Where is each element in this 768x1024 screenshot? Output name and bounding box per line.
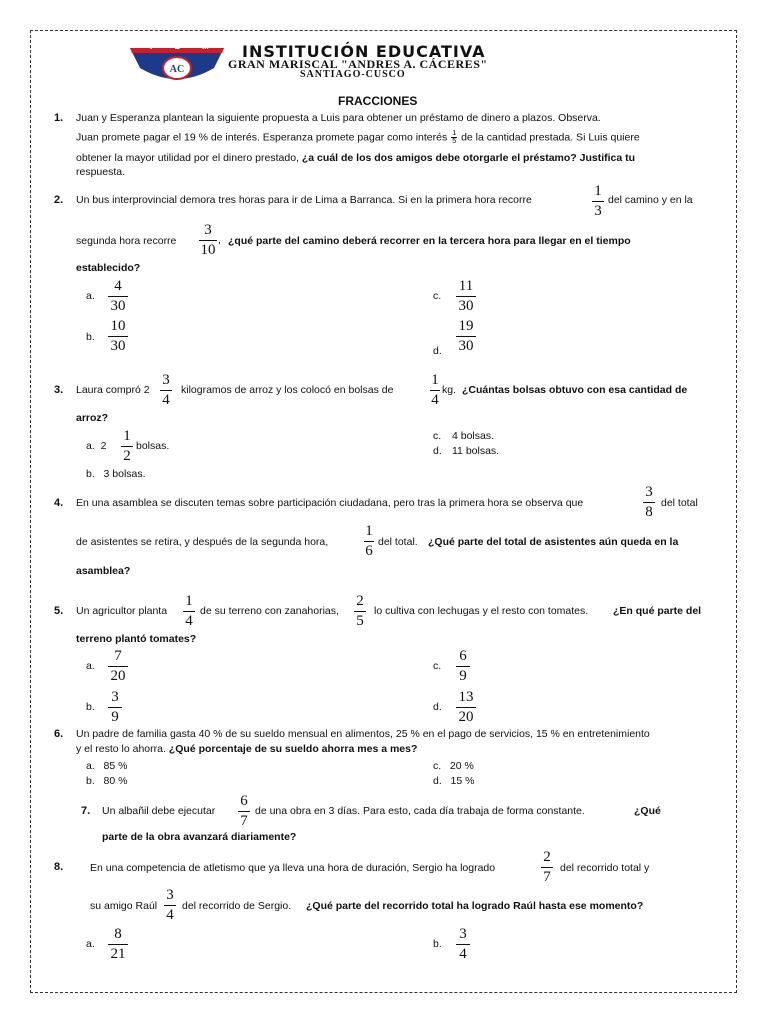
q3-line1b: kilogramos de arroz y los colocó en bolsas de [181, 384, 394, 396]
q2-fraction-2: 3 10 [200, 222, 216, 258]
q6-number: 6. [54, 728, 64, 740]
q5-option-b: 3 9 [108, 689, 122, 726]
q3-option-a-text: bolsas. [136, 440, 170, 452]
q3-option-c-label: c. [433, 430, 442, 442]
q8-line2c: ¿Qué parte del recorrido total ha logrado Raúl hasta ese momento? [306, 900, 644, 912]
q8-option-a: 8 21 [108, 926, 128, 963]
q7-line1b: de una obra en 3 días. Para esto, cada día trabaja de forma constante. [255, 805, 585, 817]
q2-line2c: ¿qué parte del camino deberá recorrer en la tercera hora para llegar en el tiempo [228, 235, 631, 247]
q5-number: 5. [54, 605, 64, 617]
q7-number: 7. [81, 805, 91, 817]
q4-fraction-2: 1 6 [365, 523, 373, 559]
q2-option-a-label: a. [86, 290, 95, 302]
q7-line1c: ¿Qué [634, 805, 661, 817]
q3-option-d: 11 bolsas. [452, 445, 500, 457]
q2-option-a: 4 30 [108, 278, 128, 315]
q1-fraction: $\frac{1}{5}$ [452, 130, 457, 145]
q6-line2: y el resto lo ahorra. ¿Qué porcentaje de su sueldo ahorra mes a mes? [76, 743, 418, 755]
q8-option-a-label: a. [86, 938, 95, 950]
q4-line2a: de asistentes se retira, y después de la segunda hora, [76, 536, 329, 548]
q1-line3: obtener la mayor utilidad por el dinero prestado, ¿a cuál de los dos amigos debe otorgarle el préstamo? Justifica tu [76, 152, 636, 164]
q2-option-d-label: d. [433, 345, 442, 357]
q4-number: 4. [54, 497, 64, 509]
q1-number: 1. [54, 112, 64, 124]
q5-fraction-1: 1 4 [183, 593, 195, 630]
q1-line1: Juan y Esperanza plantean la siguiente propuesta a Luis para obtener un préstamo de dinero a plazos. Observa. [76, 112, 601, 124]
q7-line2: parte de la obra avanzará diariamente? [102, 831, 297, 843]
q2-option-b: 10 30 [108, 318, 128, 355]
q6-option-d: d. 15 % [433, 775, 475, 787]
svg-text:AC: AC [169, 64, 185, 75]
q8-number: 8. [54, 861, 64, 873]
q2-option-b-label: b. [86, 331, 95, 343]
q2-fraction-1: 1 3 [592, 183, 604, 220]
q3-option-b: b. 3 bolsas. [86, 468, 146, 480]
q2-line2b: , [218, 234, 221, 246]
q5-option-c: 6 9 [456, 648, 470, 685]
q5-option-c-label: c. [433, 660, 442, 672]
q6-option-c: c. 20 % [433, 760, 474, 772]
q3-line2: arroz? [76, 412, 109, 424]
q4-line1a: En una asamblea se discuten temas sobre participación ciudadana, pero tras la primera hora se observa que [76, 497, 584, 509]
q5-option-d-label: d. [433, 701, 442, 713]
q2-line1b: del camino y en la [608, 194, 693, 206]
q4-line2b: del total. [378, 536, 418, 548]
q3-line1a: Laura compró 2 [76, 384, 150, 396]
q4-line2c: ¿Qué parte del total de asistentes aún queda en la [428, 536, 679, 548]
q2-option-c: 11 30 [456, 278, 476, 315]
q5-line1d: ¿En qué parte del [613, 605, 702, 617]
school-name: GRAN MARISCAL "ANDRES A. CÁCERES" [228, 57, 488, 71]
q4-line3: asamblea? [76, 565, 131, 577]
q5-option-b-label: b. [86, 701, 95, 713]
q2-option-d: 19 30 [456, 318, 476, 355]
q8-line1a: En una competencia de atletismo que ya lleva una hora de duración, Sergio ha logrado [90, 862, 496, 874]
q1-line4: respuesta. [76, 166, 126, 178]
q5-line1b: de su terreno con zanahorias, [200, 605, 339, 617]
q5-option-a-label: a. [86, 660, 95, 672]
q5-option-a: 7 20 [108, 648, 128, 685]
q7-fraction: 6 7 [238, 793, 250, 830]
q8-option-b-label: b. [433, 938, 442, 950]
q2-line3: establecido? [76, 262, 141, 274]
q3-line1c: kg. [442, 384, 457, 396]
q3-option-a: a. 2 [86, 440, 107, 452]
q3-option-a-fraction: 1 2 [121, 428, 133, 465]
q5-option-d: 13 20 [456, 689, 476, 726]
institution-name: INSTITUCIÓN EDUCATIVA [242, 42, 486, 61]
q5-line1c: lo cultiva con lechugas y el resto con tomates. [374, 605, 589, 617]
q5-line1a: Un agricultor planta [76, 605, 168, 617]
school-logo [128, 44, 226, 86]
q2-number: 2. [54, 194, 64, 206]
q4-line1b: del total [661, 497, 698, 509]
q5-line2: terreno plantó tomates? [76, 633, 197, 645]
q3-line1d: ¿Cuántas bolsas obtuvo con esa cantidad de [462, 384, 688, 396]
q6-option-a: a. 85 % [86, 760, 128, 772]
q6-option-b: b. 80 % [86, 775, 128, 787]
q2-option-c-label: c. [433, 290, 442, 302]
q3-fraction-2: 1 4 [431, 372, 439, 408]
q8-fraction-1: 2 7 [541, 849, 553, 886]
q4-fraction-1: 3 8 [643, 484, 655, 521]
page-title: FRACCIONES [338, 94, 418, 108]
page-border [30, 30, 737, 993]
school-city: SANTIAGO-CUSCO [300, 69, 406, 80]
q8-fraction-2: 3 4 [164, 887, 176, 924]
q5-fraction-2: 2 5 [354, 593, 366, 630]
q8-line1b: del recorrido total y [560, 862, 650, 874]
q8-line2a: su amigo Raúl [90, 900, 158, 912]
q6-line1: Un padre de familia gasta 40 % de su sueldo mensual en alimentos, 25 % en el pago de servicios, 15 % en entretenimiento [76, 728, 650, 740]
q2-line2a: segunda hora recorre [76, 235, 177, 247]
q8-option-b: 3 4 [456, 926, 470, 963]
q1-line2: Juan promete pagar el 19 % de interés. Esperanza promete pagar como interés $\frac{1}{5}$ de la cantidad prestada. Si Luis quiere [76, 130, 640, 145]
q8-line2b: del recorrido de Sergio. [182, 900, 292, 912]
q2-line1a: Un bus interprovincial demora tres horas para ir de Lima a Barranca. Si en la primera hora recorre [76, 194, 532, 206]
q3-option-d-label: d. [433, 445, 442, 457]
q7-line1a: Un albañil debe ejecutar [102, 805, 216, 817]
logo-text: I E M [150, 42, 219, 51]
q3-fraction-1: 3 4 [160, 372, 172, 409]
q3-option-c: 4 bolsas. [452, 430, 495, 442]
q3-number: 3. [54, 384, 64, 396]
